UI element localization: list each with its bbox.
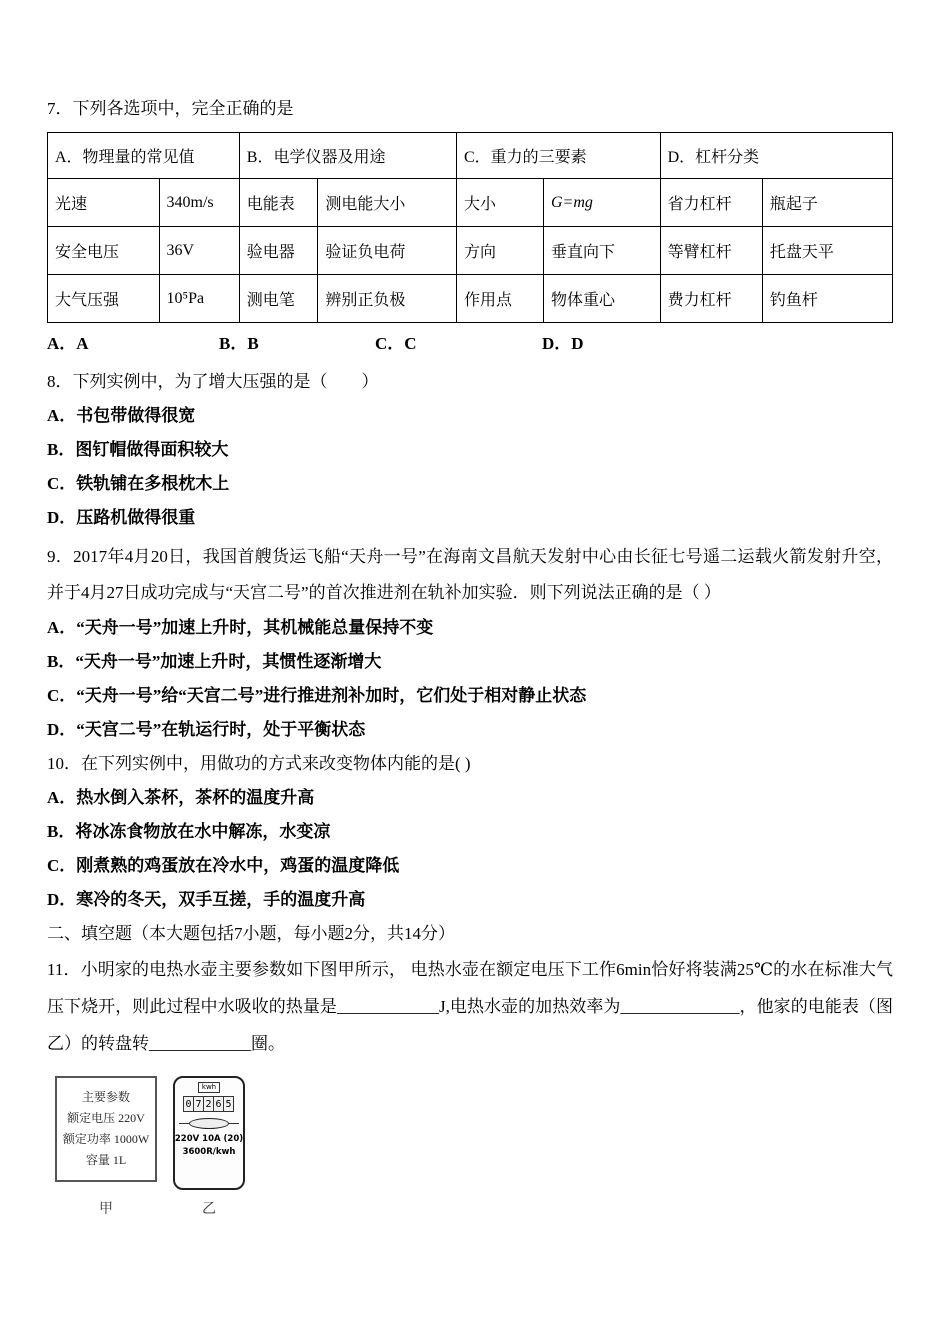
- meter-spec-revolutions: 3600R/kwh: [182, 1147, 236, 1157]
- table-cell: 36V: [159, 227, 239, 275]
- table-cell: G=mg: [543, 179, 660, 227]
- meter-unit-label: kwh: [198, 1082, 220, 1093]
- table-cell: 验电器: [239, 227, 318, 275]
- spec-line: 额定电压 220V: [67, 1111, 145, 1125]
- q7-answer-a: A．A: [47, 334, 89, 353]
- table-cell: 测电能大小: [318, 179, 457, 227]
- question-8: [47, 365, 893, 535]
- table-cell: 物体重心: [543, 275, 660, 323]
- q9-stem: 9．2017年4月20日，我国首艘货运飞船“天舟一号”在海南文昌航天发射中心由长征七号遥二运载火箭发射升空，并于4月27日成功完成与“天宫二号”的首次推进剂在轨补加实验．则下列说法正确的是（ ）: [47, 547, 893, 602]
- meter-spec-voltage: 220V 10A (20): [174, 1134, 244, 1144]
- q9-option-d: D．“天宫二号”在轨运行时，处于平衡状态: [47, 720, 366, 739]
- q10-option-b: B．将冰冻食物放在水中解冻，水变凉: [47, 822, 331, 841]
- q7-table-header-row: [48, 133, 893, 179]
- table-cell: 辨别正负极: [318, 275, 457, 323]
- figure-caption-yi: 乙: [202, 1202, 216, 1217]
- table-cell: 省力杠杆: [660, 179, 762, 227]
- meter-disc: [189, 1118, 229, 1129]
- table-cell: 电能表: [239, 179, 318, 227]
- q7-header-a: A．物理量的常见值: [48, 133, 240, 179]
- q10-stem: 10．在下列实例中，用做功的方式来改变物体内能的是( ): [47, 754, 471, 773]
- spec-line: 额定功率 1000W: [62, 1132, 150, 1146]
- meter-disc-axis: [229, 1123, 239, 1124]
- table-cell: 大气压强: [48, 275, 160, 323]
- table-row: [48, 227, 893, 275]
- table-cell: 作用点: [456, 275, 543, 323]
- q8-option-c: C．铁轨铺在多根枕木上: [47, 474, 230, 493]
- table-cell: 费力杠杆: [660, 275, 762, 323]
- table-cell: 瓶起子: [762, 179, 892, 227]
- q7-options-table: [47, 132, 893, 323]
- question-7: [47, 94, 893, 359]
- meter-digit-row: [184, 1096, 234, 1112]
- figure-captions: [55, 1198, 893, 1218]
- q7-header-b: B．电学仪器及用途: [239, 133, 456, 179]
- meter-disc-row: [179, 1118, 239, 1129]
- q11-figures: [55, 1076, 893, 1190]
- q10-option-d: D．寒冷的冬天，双手互搓，手的温度升高: [47, 890, 366, 909]
- meter-disc-axis: [179, 1123, 189, 1124]
- q9-option-b: B．“天舟一号”加速上升时，其惯性逐渐增大: [47, 652, 382, 671]
- question-11: [47, 951, 893, 1218]
- figure-caption-jia: 甲: [99, 1202, 113, 1217]
- q11-text: 11．小明家的电热水壶主要参数如下图甲所示， 电热水壶在额定电压下工作6min恰好将装满25℃的水在标准大气压下烧开，则此过程中水吸收的热量是____________J,电热水壶的加热效率为______________，他家的电能表（图乙）的转盘转____________圈。: [47, 960, 893, 1053]
- table-cell: 340m/s: [159, 179, 239, 227]
- table-cell: 垂直向下: [543, 227, 660, 275]
- q10-option-c: C．刚煮熟的鸡蛋放在冷水中，鸡蛋的温度降低: [47, 856, 400, 875]
- q10-option-a: A．热水倒入茶杯，茶杯的温度升高: [47, 788, 315, 807]
- q8-stem: 8．下列实例中，为了增大压强的是（ ）: [47, 372, 379, 391]
- table-cell: 光速: [48, 179, 160, 227]
- q7-header-d: D．杠杆分类: [660, 133, 892, 179]
- meter-digit: 7: [193, 1096, 204, 1112]
- table-row: [48, 275, 893, 323]
- table-cell: 10⁵Pa: [159, 275, 239, 323]
- table-cell: 大小: [456, 179, 543, 227]
- section-2-title: 二、填空题（本大题包括7小题，每小题2分，共14分）: [47, 924, 455, 943]
- table-row: [48, 179, 893, 227]
- q8-option-a: A．书包带做得很宽: [47, 406, 196, 425]
- electric-meter-figure: [173, 1076, 245, 1190]
- q8-option-d: D．压路机做得很重: [47, 508, 196, 527]
- q9-option-c: C．“天舟一号”给“天宫二号”进行推进剂补加时，它们处于相对静止状态: [47, 686, 587, 705]
- table-cell: 验证负电荷: [318, 227, 457, 275]
- q7-answer-b: B．B: [219, 334, 259, 353]
- meter-digit: 6: [213, 1096, 224, 1112]
- q7-answer-d: D．D: [542, 334, 584, 353]
- table-cell: 等臂杠杆: [660, 227, 762, 275]
- q8-option-b: B．图钉帽做得面积较大: [47, 440, 229, 459]
- table-cell: 方向: [456, 227, 543, 275]
- q7-header-c: C．重力的三要素: [456, 133, 660, 179]
- table-cell: 安全电压: [48, 227, 160, 275]
- question-9: [47, 539, 893, 747]
- q9-option-a: A．“天舟一号”加速上升时，其机械能总量保持不变: [47, 618, 434, 637]
- table-cell: 测电笔: [239, 275, 318, 323]
- table-cell: 钓鱼杆: [762, 275, 892, 323]
- meter-digit: 0: [183, 1096, 194, 1112]
- table-cell: 托盘天平: [762, 227, 892, 275]
- meter-digit: 5: [223, 1096, 234, 1112]
- q7-answer-c: C．C: [375, 334, 417, 353]
- kettle-spec-figure: [55, 1076, 157, 1182]
- q7-answer-line: [47, 329, 893, 359]
- spec-line: 主要参数: [81, 1090, 130, 1104]
- spec-line: 容量 1L: [85, 1153, 127, 1167]
- meter-digit: 2: [203, 1096, 214, 1112]
- question-10: [47, 747, 893, 917]
- q7-stem: 7．下列各选项中，完全正确的是: [47, 99, 294, 118]
